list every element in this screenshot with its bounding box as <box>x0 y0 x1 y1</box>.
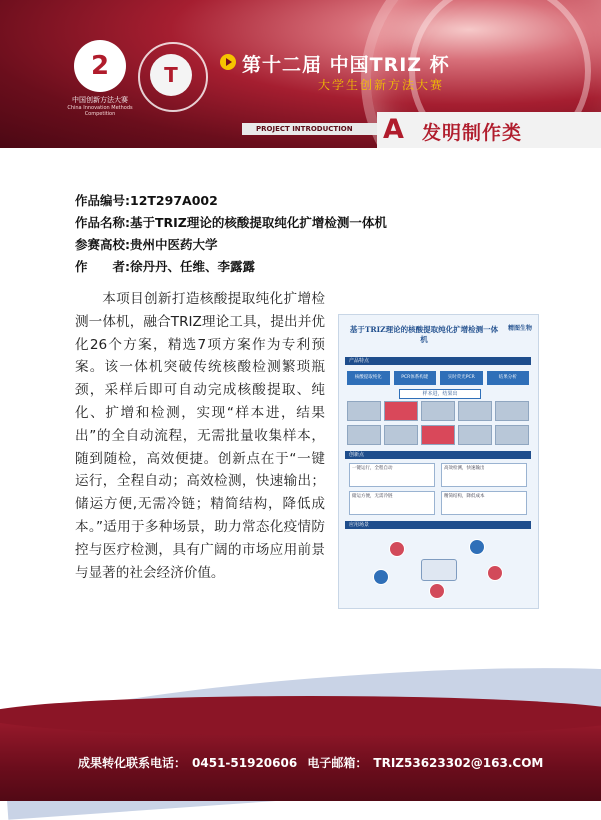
email-label: 电子邮箱： <box>307 756 368 770</box>
project-name-label: 作品名称: <box>75 215 130 230</box>
poster-scenario-node <box>429 583 445 599</box>
student-innovation-logo <box>138 42 208 112</box>
school-value: 贵州中医药大学 <box>130 237 218 252</box>
category-name: 发明制作类 <box>422 122 523 144</box>
poster-step: PCR体系构建 <box>394 371 437 385</box>
poster-image-row <box>347 401 529 421</box>
poster-brand: 精图生物 <box>507 325 532 332</box>
student-innovation-logo-mark: T <box>150 54 192 96</box>
project-intro-label: PROJECT INTRODUCTION <box>256 125 353 133</box>
project-id-row <box>75 190 387 212</box>
poster-thumb <box>384 425 418 445</box>
poster-thumb <box>495 401 529 421</box>
poster-box: 一键运行，全程自动 <box>349 463 435 487</box>
poster-thumb <box>347 401 381 421</box>
poster-device-node <box>421 559 457 581</box>
poster-section-scenarios: 应用场景 <box>345 521 531 529</box>
category-letter: A <box>383 114 404 145</box>
poster-scenario-node <box>373 569 389 585</box>
poster-thumb <box>495 425 529 445</box>
decorative-curve <box>0 696 601 736</box>
author-value: 徐丹丹、任维、李露露 <box>130 259 256 274</box>
cimc-logo-mark: 2 <box>74 40 126 92</box>
poster-box: 储运方便，无需冷链 <box>349 491 435 515</box>
project-poster-image <box>338 314 539 609</box>
project-name-value: 基于TRIZ理论的核酸提取纯化扩增检测一体机 <box>130 215 387 230</box>
project-id-value: 12T297A002 <box>130 193 218 208</box>
school-row <box>75 234 387 256</box>
poster-scenario-node <box>469 539 485 555</box>
project-intro-bar <box>242 123 377 135</box>
poster-scenario-node <box>389 541 405 557</box>
poster-step: 实时荧光PCR <box>440 371 483 385</box>
cimc-logo-en: China Innovation Methods Competition <box>67 105 133 117</box>
poster-section-innovation: 创新点 <box>345 451 531 459</box>
project-info <box>75 190 387 278</box>
poster-scenario-diagram <box>369 537 509 599</box>
author-label: 作 者: <box>75 259 130 274</box>
competition-title-main: 第十二届 中国TRIZ 杯 <box>242 54 450 76</box>
poster-thumb <box>421 425 455 445</box>
poster-thumb <box>347 425 381 445</box>
poster-section-features: 产品特点 <box>345 357 531 365</box>
poster-thumb <box>458 425 492 445</box>
email-value: TRIZ53623302@163.COM <box>373 756 544 770</box>
play-icon <box>220 54 236 70</box>
school-label: 参赛高校: <box>75 237 130 252</box>
poster-steps <box>347 371 529 385</box>
phone-label: 成果转化联系电话： <box>78 756 187 770</box>
phone-value: 0451-51920606 <box>192 756 298 770</box>
cimc-logo-cn: 中国创新方法大赛 <box>72 96 128 104</box>
project-description: 本项目创新打造核酸提取纯化扩增检测一体机，融合TRIZ理论工具，提出并优化26个方案，精选7项方案作为专利预案。该一体机突破传统核酸检测繁琐瓶颈，采样后即可自动完成核酸提取、纯化、扩增和检测，实现“样本进，结果出”的全自动流程，无需批量收集样本，随到随检，高效便捷。创新点在于“一键运行，全程自动；高效检测，快速输出；储运方便,无需冷链；精简结构，降低成本。”适用于多种场景，助力常态化疫情防控与医疗检测，具有广阔的市场应用前景与显著的社会经济价值。 <box>75 291 325 581</box>
category-tab <box>377 112 601 148</box>
cimc-logo <box>62 40 138 117</box>
poster-step: 核酸提取纯化 <box>347 371 390 385</box>
poster-title: 基于TRIZ理论的核酸提取纯化扩增检测一体机 <box>349 325 499 344</box>
author-row <box>75 256 387 278</box>
poster-thumb <box>384 401 418 421</box>
poster-thumb <box>421 401 455 421</box>
poster-thumb <box>458 401 492 421</box>
poster-box: 高效检测，快速输出 <box>441 463 527 487</box>
poster-image-row <box>347 425 529 445</box>
project-name-row <box>75 212 387 234</box>
header-banner <box>0 0 601 148</box>
poster-scenario-node <box>487 565 503 581</box>
poster-box: 精简结构，降低成本 <box>441 491 527 515</box>
poster-step: 结果分析 <box>487 371 530 385</box>
competition-title-sub: 大学生创新方法大赛 <box>318 78 445 92</box>
contact-line <box>78 754 549 771</box>
poster-sample-label: 样本进，结果出 <box>399 389 481 399</box>
footer-banner <box>0 718 601 801</box>
project-id-label: 作品编号: <box>75 193 130 208</box>
